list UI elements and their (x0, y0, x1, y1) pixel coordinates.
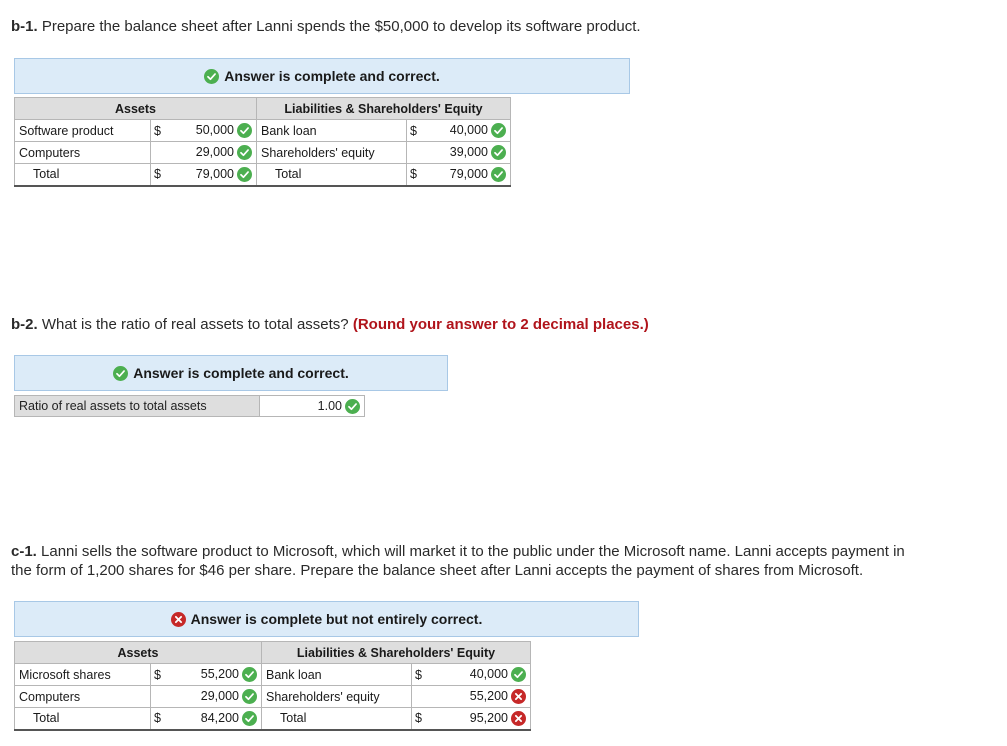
question-b2 (11, 315, 649, 334)
liability-amount: 40,000 (469, 666, 508, 681)
liability-label: Shareholders' equity (257, 142, 407, 164)
dollar-sign: $ (151, 664, 171, 686)
banner-text: Answer is complete but not entirely correct. (190, 611, 483, 627)
question-c1 (11, 542, 905, 580)
asset-label: Microsoft shares (15, 664, 151, 686)
check-circle-icon (113, 366, 128, 381)
asset-amount: 84,200 (200, 710, 239, 725)
asset-amount: 50,000 (195, 122, 234, 137)
question-text: Prepare the balance sheet after Lanni spends the $50,000 to develop its software product. (37, 18, 641, 35)
liability-label: Total (262, 708, 412, 730)
dollar-sign (407, 142, 427, 164)
asset-label: Computers (15, 686, 151, 708)
question-label: b-2. (11, 316, 38, 333)
check-circle-icon (491, 145, 506, 160)
x-circle-icon (171, 612, 186, 627)
liability-label: Shareholders' equity (262, 686, 412, 708)
check-circle-icon (204, 69, 219, 84)
liability-label: Total (257, 164, 407, 186)
table-row (15, 686, 531, 708)
dollar-sign: $ (407, 164, 427, 186)
liability-amount: 95,200 (469, 710, 508, 725)
liability-amount: 40,000 (449, 122, 488, 137)
liability-amount-field[interactable] (432, 664, 531, 686)
asset-label: Total (15, 164, 151, 186)
liability-amount: 79,000 (449, 166, 488, 181)
table-row (15, 708, 531, 730)
assets-header: Assets (15, 98, 257, 120)
asset-amount-field[interactable] (171, 120, 257, 142)
question-label: b-1. (11, 18, 38, 35)
check-circle-icon (491, 123, 506, 138)
dollar-sign (151, 686, 171, 708)
liability-label: Bank loan (262, 664, 412, 686)
asset-amount-field[interactable] (171, 686, 262, 708)
liability-amount-field[interactable] (432, 686, 531, 708)
ratio-value: 1.00 (317, 399, 342, 413)
liability-amount: 39,000 (449, 144, 488, 159)
check-circle-icon (237, 123, 252, 138)
check-circle-icon (491, 167, 506, 182)
x-circle-icon (511, 689, 526, 704)
asset-amount: 29,000 (200, 688, 239, 703)
question-b1 (11, 17, 641, 36)
liabilities-header: Liabilities & Shareholders' Equity (262, 642, 531, 664)
x-circle-icon (511, 711, 526, 726)
asset-amount: 79,000 (195, 166, 234, 181)
liability-amount: 55,200 (469, 688, 508, 703)
asset-amount-field[interactable] (171, 164, 257, 186)
dollar-sign: $ (151, 120, 171, 142)
result-banner-b2 (14, 355, 448, 391)
liability-amount-field[interactable] (427, 120, 511, 142)
asset-label: Total (15, 708, 151, 730)
asset-amount-field[interactable] (171, 664, 262, 686)
question-text: What is the ratio of real assets to total assets? (37, 316, 353, 333)
rounding-instruction: (Round your answer to 2 decimal places.) (352, 316, 649, 333)
liability-amount-field[interactable] (427, 142, 511, 164)
asset-label: Computers (15, 142, 151, 164)
banner-text: Answer is complete and correct. (224, 68, 440, 84)
ratio-label: Ratio of real assets to total assets (14, 395, 260, 417)
table-row (15, 120, 511, 142)
result-banner-b1 (14, 58, 630, 94)
check-circle-icon (511, 667, 526, 682)
check-circle-icon (237, 145, 252, 160)
liabilities-header: Liabilities & Shareholders' Equity (257, 98, 511, 120)
table-row (15, 164, 511, 186)
balance-sheet-b1 (14, 97, 511, 187)
question-text: Lanni sells the software product to Microsoft, which will market it to the public under the Microsoft name. Lanni accepts payment in (36, 543, 905, 560)
ratio-row (14, 395, 365, 417)
ratio-value-field[interactable] (260, 395, 365, 417)
banner-text: Answer is complete and correct. (133, 365, 349, 381)
balance-sheet-c1 (14, 641, 531, 731)
question-text-line2: the form of 1,200 shares for $46 per share. Prepare the balance sheet after Lanni accepts the payment of shares from Microsoft. (11, 562, 864, 579)
liability-amount-field[interactable] (432, 708, 531, 730)
asset-amount-field[interactable] (171, 142, 257, 164)
dollar-sign: $ (151, 164, 171, 186)
dollar-sign: $ (412, 664, 432, 686)
dollar-sign: $ (407, 120, 427, 142)
table-row (15, 142, 511, 164)
result-banner-c1 (14, 601, 639, 637)
dollar-sign (151, 142, 171, 164)
question-label: c-1. (11, 543, 37, 560)
assets-header: Assets (15, 642, 262, 664)
table-row (15, 664, 531, 686)
check-circle-icon (242, 667, 257, 682)
asset-amount-field[interactable] (171, 708, 262, 730)
asset-amount: 29,000 (195, 144, 234, 159)
liability-amount-field[interactable] (427, 164, 511, 186)
check-circle-icon (242, 711, 257, 726)
asset-label: Software product (15, 120, 151, 142)
dollar-sign (412, 686, 432, 708)
check-circle-icon (237, 167, 252, 182)
liability-label: Bank loan (257, 120, 407, 142)
asset-amount: 55,200 (200, 666, 239, 681)
check-circle-icon (345, 399, 360, 414)
dollar-sign: $ (151, 708, 171, 730)
dollar-sign: $ (412, 708, 432, 730)
check-circle-icon (242, 689, 257, 704)
